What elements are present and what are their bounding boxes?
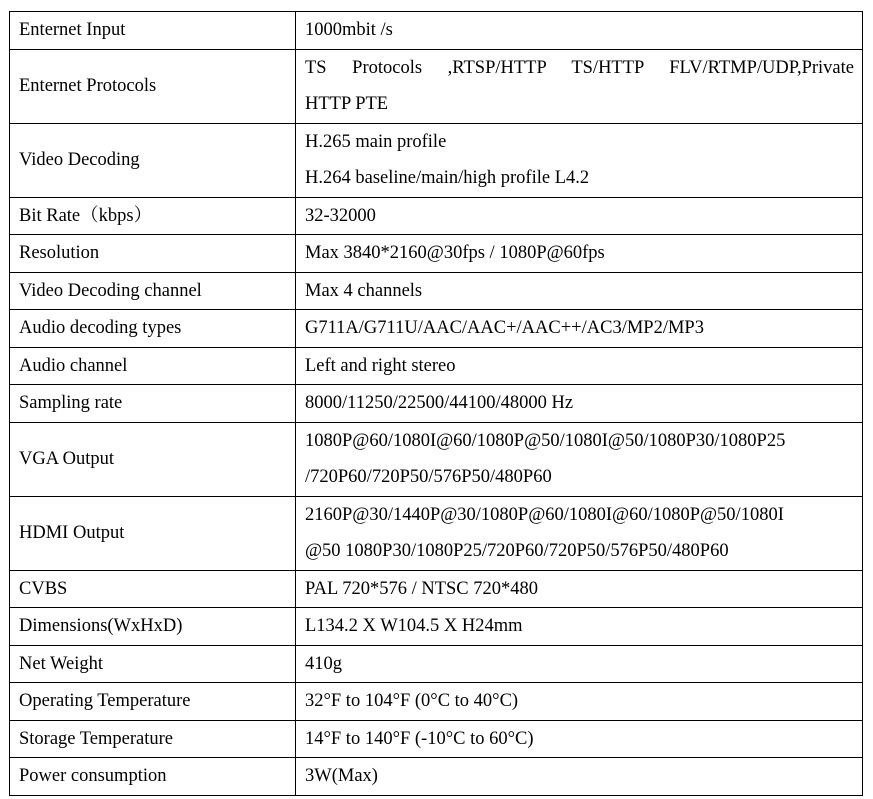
spec-value-line: Max 3840*2160@30fps / 1080P@60fps xyxy=(305,243,605,263)
spec-label: CVBS xyxy=(10,570,296,608)
table-row xyxy=(10,310,863,348)
spec-label: Audio channel xyxy=(10,347,296,385)
spec-label: Bit Rate（kbps） xyxy=(10,197,296,235)
spec-value xyxy=(296,570,863,608)
spec-label: Dimensions(WxHxD) xyxy=(10,608,296,646)
spec-value-line: 3W(Max) xyxy=(305,766,378,786)
spec-label: VGA Output xyxy=(10,422,296,496)
spec-label: Resolution xyxy=(10,235,296,273)
spec-value-line: Max 4 channels xyxy=(305,280,423,301)
spec-label: Sampling rate xyxy=(10,385,296,423)
table-row xyxy=(10,123,863,197)
spec-label: Net Weight xyxy=(10,645,296,683)
table-row xyxy=(10,608,863,646)
spec-value-line: 32-32000 xyxy=(305,205,376,226)
spec-value-line: 2160P@30/1440P@30/1080P@60/1080I@60/1080P@50/1080I xyxy=(305,504,784,525)
table-row xyxy=(10,12,863,50)
table-row xyxy=(10,49,863,123)
spec-label: Storage Temperature xyxy=(10,720,296,758)
spec-value-line: 32°F to 104°F (0°C to 40°C) xyxy=(305,691,519,711)
spec-value xyxy=(296,49,863,123)
spec-value xyxy=(296,385,863,423)
spec-value xyxy=(296,496,863,570)
table-row xyxy=(10,496,863,570)
table-row xyxy=(10,422,863,496)
spec-value-line: @50 1080P30/1080P25/720P60/720P50/576P50/480P60 xyxy=(305,541,729,561)
spec-value-line: H.264 baseline/main/high profile L4.2 xyxy=(305,168,590,188)
spec-value-line: 410g xyxy=(305,653,342,674)
spec-value-line: Left and right stereo xyxy=(305,355,456,376)
spec-value xyxy=(296,683,863,721)
table-row xyxy=(10,570,863,608)
specification-table xyxy=(9,11,863,796)
spec-value xyxy=(296,422,863,496)
table-row xyxy=(10,758,863,796)
spec-value-line: L134.2 X W104.5 X H24mm xyxy=(305,616,523,636)
spec-label: Video Decoding xyxy=(10,123,296,197)
spec-value xyxy=(296,235,863,273)
spec-value-line: 14°F to 140°F (-10°C to 60°C) xyxy=(305,728,534,749)
spec-value-line: G711A/G711U/AAC/AAC+/AAC++/AC3/MP2/MP3 xyxy=(305,318,704,338)
spec-value xyxy=(296,720,863,758)
spec-value-line: 1000mbit /s xyxy=(305,20,393,40)
table-row xyxy=(10,197,863,235)
spec-value xyxy=(296,123,863,197)
spec-label: Operating Temperature xyxy=(10,683,296,721)
spec-value-line: 1080P@60/1080I@60/1080P@50/1080I@50/1080P30/1080P25 xyxy=(305,430,786,451)
spec-value-line: 8000/11250/22500/44100/48000 Hz xyxy=(305,393,574,413)
table-row xyxy=(10,683,863,721)
spec-value-line: /720P60/720P50/576P50/480P60 xyxy=(305,467,552,487)
spec-value xyxy=(296,608,863,646)
spec-value-line: HTTP PTE xyxy=(305,94,389,114)
table-row xyxy=(10,347,863,385)
spec-label: Power consumption xyxy=(10,758,296,796)
spec-value xyxy=(296,272,863,310)
spec-value xyxy=(296,758,863,796)
spec-value xyxy=(296,645,863,683)
table-row xyxy=(10,235,863,273)
spec-label: Enternet Protocols xyxy=(10,49,296,123)
spec-value-line: PAL 720*576 / NTSC 720*480 xyxy=(305,578,538,599)
spec-value xyxy=(296,197,863,235)
spec-label: Audio decoding types xyxy=(10,310,296,348)
spec-value xyxy=(296,347,863,385)
table-row xyxy=(10,385,863,423)
table-row xyxy=(10,720,863,758)
spec-value-line: H.265 main profile xyxy=(305,131,447,152)
spec-value xyxy=(296,310,863,348)
table-row xyxy=(10,645,863,683)
spec-label: Video Decoding channel xyxy=(10,272,296,310)
spec-value-line: TS Protocols ,RTSP/HTTP TS/HTTP FLV/RTMP/UDP,Private xyxy=(305,57,854,78)
table-row xyxy=(10,272,863,310)
spec-label: Enternet Input xyxy=(10,12,296,50)
spec-label: HDMI Output xyxy=(10,496,296,570)
spec-value xyxy=(296,12,863,50)
